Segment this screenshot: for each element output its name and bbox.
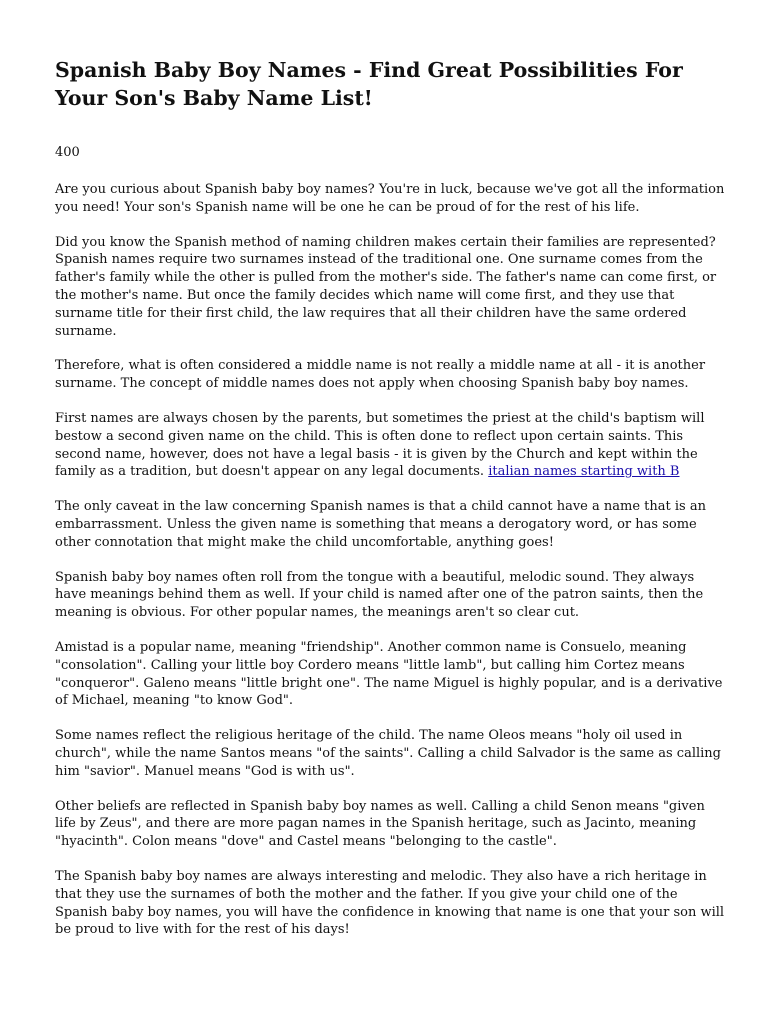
paragraph-intro: Are you curious about Spanish baby boy names? You're in luck, because we've got all the information you need! Your son's Spanish name will be one he can be proud of for the rest of his life.: [55, 182, 725, 215]
italian-names-link[interactable]: italian names starting with B: [488, 464, 680, 480]
paragraph-melodic-sound: Spanish baby boy names often roll from the tongue with a beautiful, melodic sound. They always have meanings behind them as well. If your child is named after one of the patron saints, then the meaning is obvious. For other popular names, the meanings aren't so clear cut.: [55, 569, 704, 621]
paragraph-first-names: [55, 410, 725, 481]
paragraph-middle-names: Therefore, what is often considered a middle name is not really a middle name at all - it is another surname. The concept of middle names does not apply when choosing Spanish baby boy names.: [55, 358, 706, 392]
paragraph-popular-names: Amistad is a popular name, meaning "friendship". Another common name is Consuelo, meaning "consolation". Calling your little boy Cordero means "little lamb", but calling him Cortez means "conqueror". Galeno means "little bright one". The name Miguel is highly popular, and is a derivative of Michael, meaning "to know God".: [55, 639, 723, 709]
paragraph-other-beliefs: Other beliefs are reflected in Spanish baby boy names as well. Calling a child Senon means "given life by Zeus", and there are more pagan names in the Spanish heritage, such as Jacinto, meaning "hyacinth". Colon means "dove" and Castel means "belonging to the castle".: [55, 798, 705, 850]
document-page: [55, 56, 725, 939]
article-title: Spanish Baby Boy Names - Find Great Possibilities For Your Son's Baby Name List!: [55, 58, 683, 110]
paragraph-naming-method: Did you know the Spanish method of naming children makes certain their families are represented? Spanish names require two surnames instead of the traditional one. One surname comes from the father's family while the other is pulled from the mother's side. The father's name can come first, or the mother's name. But once the family decides which name will come first, and they use that surname title for their first child, the law requires that all their children have the same ordered surname.: [55, 234, 717, 339]
paragraph-first-names-text: First names are always chosen by the parents, but sometimes the priest at the child's baptism will bestow a second given name on the child. This is often done to reflect upon certain saints. This second name, however, does not have a legal basis - it is given by the Church and kept within the family as a tradition, but doesn't appear on any legal documents.: [55, 410, 705, 480]
paragraph-law-caveat: The only caveat in the law concerning Spanish names is that a child cannot have a name that is an embarrassment. Unless the given name is something that means a derogatory word, or has some other connotation that might make the child uncomfortable, anything goes!: [55, 499, 706, 550]
view-count: 400: [55, 145, 80, 160]
paragraph-religious-names: Some names reflect the religious heritage of the child. The name Oleos means "holy oil used in church", while the name Santos means "of the saints". Calling a child Salvador is the same as calling him "savior". Manuel means "God is with us".: [55, 728, 721, 779]
paragraph-conclusion: The Spanish baby boy names are always interesting and melodic. They also have a rich heritage in that they use the surnames of both the mother and the father. If you give your child one of the Spanish baby boy names, you will have the confidence in knowing that name is one that your son will be proud to live with for the rest of his days!: [55, 868, 725, 938]
